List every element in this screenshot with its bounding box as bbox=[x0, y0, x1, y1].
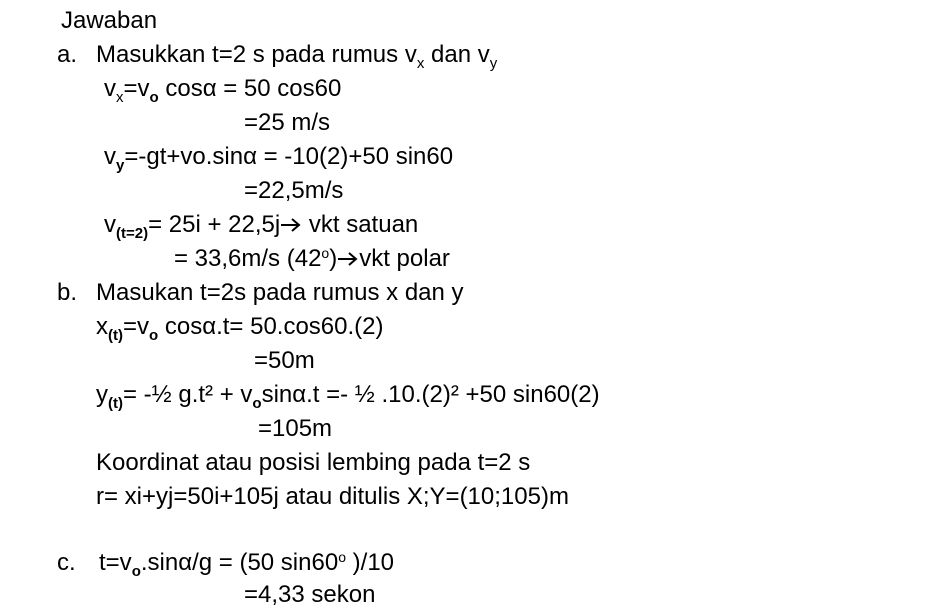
answer-title: Jawaban bbox=[61, 7, 158, 34]
y-result: =105m bbox=[258, 415, 333, 442]
r-vector-line: r= xi+yj=50i+105j atau ditulis X;Y=(10;105)m bbox=[96, 483, 569, 510]
x-equation: $x_{(t)}=v_o$ cosα.t= 50.cos60.(2) bbox=[96, 313, 384, 344]
vx-equation: $v_x=v_o$ cosα = 50 cos60 bbox=[104, 75, 342, 106]
part-a-intro: Masukkan t=2 s pada rumus $v_x$ dan $v_y$ bbox=[96, 41, 498, 72]
vx-result: =25 m/s bbox=[244, 109, 331, 136]
right-arrow-icon bbox=[337, 251, 359, 267]
x-result: =50m bbox=[254, 347, 315, 374]
t-result: =4,33 sekon bbox=[244, 581, 376, 608]
koordinat-line: Koordinat atau posisi lembing pada t=2 s bbox=[96, 449, 531, 476]
right-arrow-icon bbox=[280, 217, 302, 233]
t-equation: $t=v_o.\sin\alpha/g = (50$ sin60$^o$ )/10 bbox=[99, 549, 395, 580]
vy-result: =22,5m/s bbox=[244, 177, 344, 204]
part-b-intro: Masukan t=2s pada rumus x dan y bbox=[96, 279, 464, 306]
y-equation: $y_{(t)}=$ -½ $g.t^2 + v_o\sin\alpha.t$ =- ½ .10.(2)² +50 sin60(2) bbox=[96, 381, 600, 412]
part-b-marker: b. bbox=[57, 279, 78, 306]
vy-equation: $v_y=-gt+vo.\sin\alpha = -10(2)+50$ sin60 bbox=[104, 143, 454, 174]
vt-equation: $v_{(t=2)}= 25i + 22,5j$ vkt satuan bbox=[104, 211, 419, 242]
part-c-marker: c. bbox=[57, 549, 76, 576]
part-a-marker: a. bbox=[57, 41, 78, 68]
vt-polar: = 33,6m/s (42$^o$) vkt polar bbox=[174, 245, 450, 272]
